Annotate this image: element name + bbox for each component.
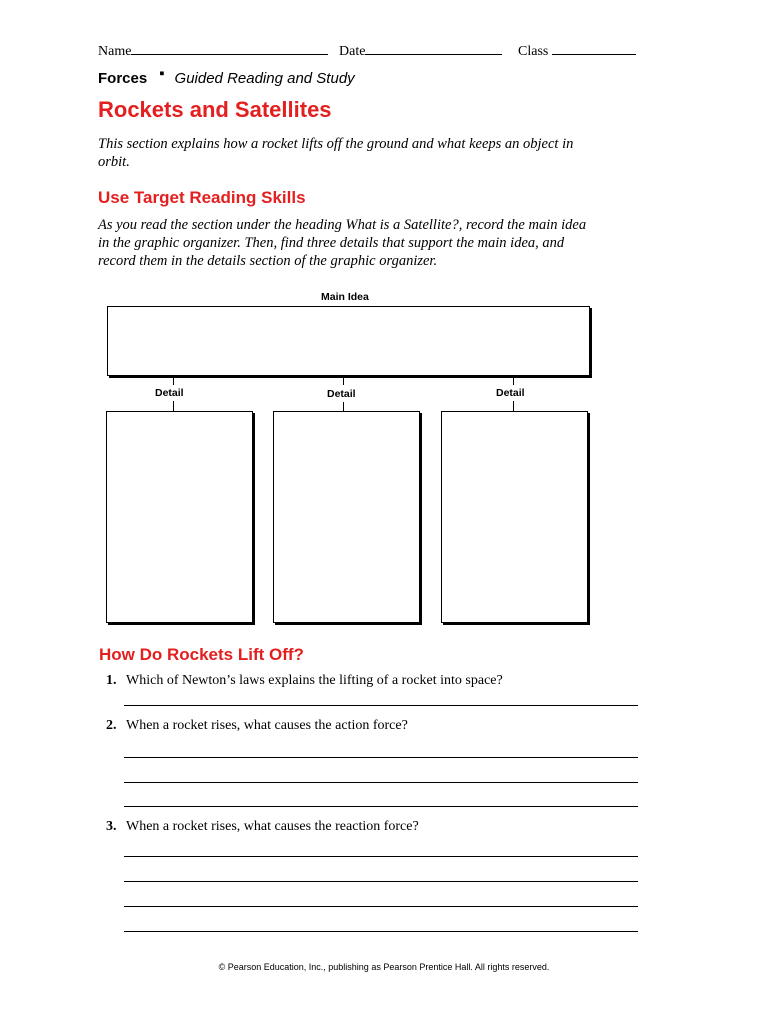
answer-line[interactable] — [124, 856, 638, 857]
detail-label-3: Detail — [496, 387, 525, 399]
detail-box-1[interactable] — [106, 411, 253, 623]
detail-label-2: Detail — [327, 388, 356, 400]
answer-line[interactable] — [124, 931, 638, 932]
connector-line — [343, 402, 344, 411]
answer-line[interactable] — [124, 757, 638, 758]
target-reading-instructions: As you read the section under the heading What is a Satellite?, record the main idea in the graphic organizer. Then, find three details that support the main idea, and record them in the details section of the graphic organizer. — [98, 217, 587, 269]
connector-line — [173, 401, 174, 411]
question-text: When a rocket rises, what causes the reaction force? — [126, 819, 419, 834]
question-number: 1. — [106, 673, 117, 688]
chapter-subject: Forces — [98, 70, 148, 87]
connector-line — [343, 377, 344, 385]
class-field — [518, 40, 636, 61]
connector-line — [513, 401, 514, 411]
detail-box-2[interactable] — [273, 411, 420, 623]
answer-line[interactable] — [124, 705, 638, 706]
answer-line[interactable] — [124, 782, 638, 783]
name-label: Name — [98, 44, 132, 59]
question-number: 2. — [106, 718, 117, 733]
chapter-subtitle: Guided Reading and Study — [174, 70, 355, 87]
question-2 — [106, 718, 408, 734]
name-blank[interactable] — [131, 40, 328, 55]
name-field — [98, 40, 328, 61]
chapter-line — [98, 65, 355, 87]
question-text: Which of Newton’s laws explains the lifting of a rocket into space? — [126, 673, 503, 688]
class-blank[interactable] — [552, 40, 636, 55]
chapter-bullet: ▪ — [159, 65, 165, 82]
connector-line — [513, 377, 514, 385]
lift-off-heading: How Do Rockets Lift Off? — [99, 645, 304, 664]
main-idea-box[interactable] — [107, 306, 590, 376]
date-label: Date — [339, 44, 366, 59]
date-field — [339, 40, 502, 61]
answer-line[interactable] — [124, 881, 638, 882]
detail-box-3[interactable] — [441, 411, 588, 623]
main-idea-label: Main Idea — [321, 291, 369, 303]
question-3 — [106, 819, 419, 835]
copyright-footer: © Pearson Education, Inc., publishing as Pearson Prentice Hall. All rights reserved. — [218, 962, 550, 972]
class-label: Class — [518, 44, 549, 59]
answer-line[interactable] — [124, 806, 638, 807]
target-reading-heading: Use Target Reading Skills — [98, 188, 306, 207]
answer-line[interactable] — [124, 906, 638, 907]
page-title: Rockets and Satellites — [98, 97, 332, 122]
question-1 — [106, 673, 503, 689]
question-text: When a rocket rises, what causes the action force? — [126, 718, 408, 733]
section-intro: This section explains how a rocket lifts off the ground and what keeps an object in orbit. — [98, 136, 574, 170]
detail-label-1: Detail — [155, 387, 184, 399]
question-number: 3. — [106, 819, 117, 834]
date-blank[interactable] — [365, 40, 502, 55]
connector-line — [173, 377, 174, 385]
